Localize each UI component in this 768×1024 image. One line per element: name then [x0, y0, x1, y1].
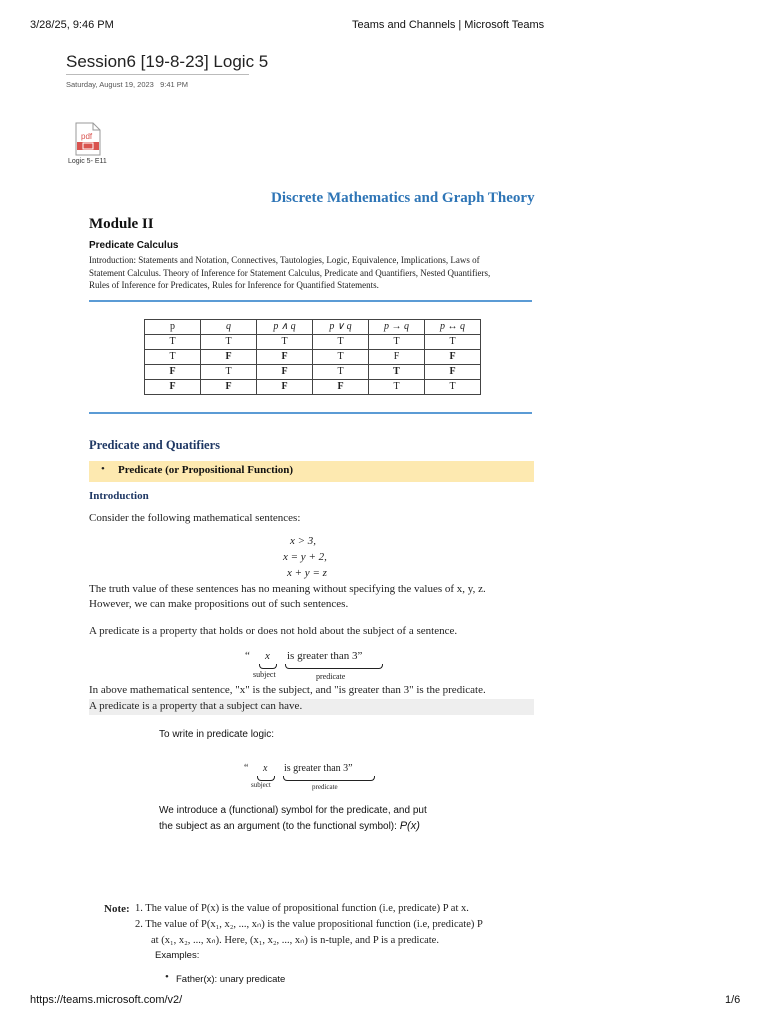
- header-cell: p ∧ q: [257, 320, 313, 335]
- equation-3: x + y = z: [287, 567, 327, 579]
- intro-line: Rules of Inference for Predicates, Rules for Inference for Quantified Statements.: [89, 280, 379, 290]
- table-cell: T: [257, 335, 313, 350]
- table-cell: T: [369, 380, 425, 395]
- note-1: 1. The value of P(x) is the value of propositional function (i.e, predicate) P at x.: [135, 903, 469, 914]
- property-line: A predicate is a property that a subject can have.: [89, 700, 303, 712]
- truth-line-1: The truth value of these sentences has no meaning without specifying the values of x, y, z.: [89, 583, 486, 595]
- subject-brace: [259, 664, 277, 669]
- divider-top: [89, 300, 532, 302]
- table-cell: F: [313, 380, 369, 395]
- table-cell: T: [201, 365, 257, 380]
- header-cell: p ↔ q: [425, 320, 481, 335]
- table-cell: T: [425, 335, 481, 350]
- print-datetime: 3/28/25, 9:46 PM: [30, 19, 114, 31]
- table-cell: F: [257, 365, 313, 380]
- page-date: [66, 80, 188, 89]
- table-cell: F: [369, 350, 425, 365]
- table-row: [145, 335, 481, 350]
- note-label: Note:: [104, 903, 130, 915]
- print-tab-title: Teams and Channels | Microsoft Teams: [352, 19, 545, 31]
- truth-table: [144, 319, 481, 395]
- introduce-text: the subject as an argument (to the functional symbol):: [159, 821, 397, 832]
- subject-predicate-diagram-2: [244, 763, 384, 797]
- subtitle: Predicate Calculus: [89, 240, 179, 251]
- table-cell: F: [145, 380, 201, 395]
- quote-open: “: [244, 763, 249, 774]
- header-cell: p: [145, 320, 201, 335]
- table-row: [145, 380, 481, 395]
- introduce-line-2: [159, 820, 420, 832]
- subject-label: subject: [251, 781, 271, 789]
- consider-text: Consider the following mathematical sentences:: [89, 512, 301, 524]
- predicate-brace: [283, 776, 375, 781]
- table-cell: F: [201, 350, 257, 365]
- pdf-attachment[interactable]: [74, 122, 102, 161]
- subject-x: x: [263, 763, 268, 774]
- equation-2: x = y + 2,: [283, 551, 327, 563]
- example-1: Father(x): unary predicate: [176, 974, 286, 985]
- intro-line: Statement Calculus. Theory of Inference for Statement Calculus, Predicate and Quantifiers, Nested Quantifiers,: [89, 267, 491, 278]
- subject-x: x: [265, 650, 270, 662]
- predicate-label: predicate: [316, 672, 346, 681]
- introduction-heading: Introduction: [89, 490, 149, 502]
- table-cell: T: [313, 350, 369, 365]
- table-cell: F: [425, 365, 481, 380]
- quote-open: “: [245, 650, 250, 662]
- table-cell: T: [425, 380, 481, 395]
- header-cell: p → q: [369, 320, 425, 335]
- pdf-icon-text: pdf: [81, 132, 93, 141]
- predicate-label: predicate: [312, 783, 338, 791]
- note-2b: at (x₁, x₂, ..., xₙ). Here, (x₁, x₂, ..., xₙ) is n-tuple, and P is a predicate.: [151, 935, 439, 946]
- module-heading: Module II: [89, 216, 154, 232]
- table-header-row: [145, 320, 481, 335]
- predicate-phrase: is greater than 3”: [284, 763, 353, 774]
- note-2a: 2. The value of P(x₁, x₂, ..., xₙ) is the value propositional function (i.e, predicate) P: [135, 919, 483, 930]
- header-cell: q: [201, 320, 257, 335]
- pdf-attachment-label[interactable]: Logic 5- E11: [68, 158, 107, 165]
- table-cell: T: [313, 365, 369, 380]
- table-cell: F: [145, 365, 201, 380]
- table-cell: F: [201, 380, 257, 395]
- example-bullet: •: [165, 971, 169, 983]
- table-cell: T: [145, 335, 201, 350]
- table-cell: T: [201, 335, 257, 350]
- subject-label: subject: [253, 670, 276, 679]
- predicate-phrase: is greater than 3”: [287, 650, 363, 662]
- table-cell: T: [313, 335, 369, 350]
- page-title: Session6 [19-8-23] Logic 5: [66, 52, 269, 71]
- subject-predicate-diagram: [245, 650, 395, 684]
- doc-title: Discrete Mathematics and Graph Theory: [271, 190, 535, 206]
- table-cell: F: [257, 380, 313, 395]
- page-date-text: Saturday, August 19, 2023: [66, 80, 154, 89]
- predicate-brace: [285, 664, 383, 669]
- bullet-text: Predicate (or Propositional Function): [118, 464, 294, 476]
- page-time-text: 9:41 PM: [160, 80, 189, 89]
- table-cell: T: [369, 335, 425, 350]
- header-cell: p ∨ q: [313, 320, 369, 335]
- introduce-line-1: We introduce a (functional) symbol for the predicate, and put: [159, 805, 427, 816]
- predicate-definition: A predicate is a property that holds or does not hold about the subject of a sentence.: [89, 625, 458, 637]
- divider-bottom: [89, 412, 532, 414]
- bullet-dot: •: [101, 463, 105, 475]
- intro-line: Introduction: Statements and Notation, Connectives, Tautologies, Logic, Equivalence, Implications, Laws of: [89, 255, 480, 265]
- print-page-count: 1/6: [725, 994, 741, 1006]
- px-symbol: P(x): [399, 820, 420, 832]
- table-cell: T: [369, 365, 425, 380]
- table-cell: F: [257, 350, 313, 365]
- print-url: https://teams.microsoft.com/v2/: [30, 994, 183, 1006]
- section-title: Predicate and Quatifiers: [89, 438, 220, 452]
- table-row: [145, 365, 481, 380]
- examples-label: Examples:: [155, 950, 200, 961]
- intro-paragraph: [89, 254, 534, 292]
- title-underline: [66, 74, 249, 75]
- table-row: [145, 350, 481, 365]
- table-cell: T: [145, 350, 201, 365]
- truth-line-2: However, we can make propositions out of such sentences.: [89, 598, 349, 610]
- above-line: In above mathematical sentence, "x" is the subject, and "is greater than 3" is the predicate.: [89, 684, 486, 696]
- write-in-predicate: To write in predicate logic:: [159, 729, 275, 740]
- table-cell: F: [425, 350, 481, 365]
- equation-1: x > 3,: [290, 535, 317, 547]
